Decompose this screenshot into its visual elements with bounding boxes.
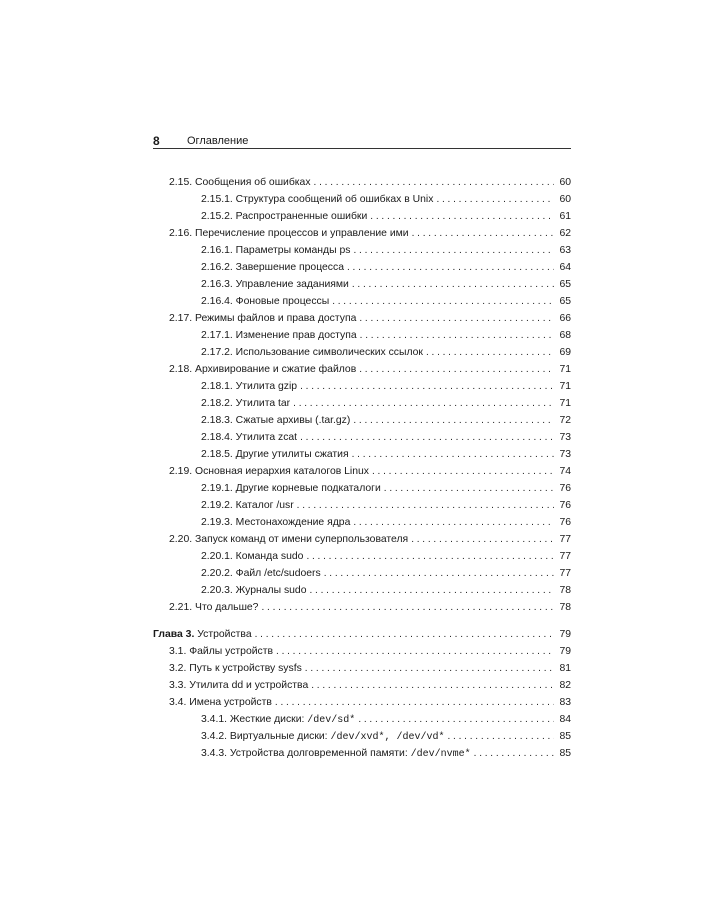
section-number: 2.19.1. [201,483,233,494]
leader-dots [353,244,554,258]
leader-dots [352,448,554,462]
section-title: Утилита dd и устройства [189,680,309,691]
section-number: 3.3. [169,680,187,691]
toc-entry[interactable] [201,730,571,744]
page-number: 8 [153,134,160,148]
section-title: Запуск команд от имени суперпользователя [195,534,409,545]
page-ref: 77 [559,551,571,562]
page-ref: 68 [559,330,571,341]
section-number: 2.17. [169,313,193,324]
toc-entry[interactable] [201,295,571,309]
toc-entry[interactable] [169,601,571,615]
section-number: 2.18.2. [201,398,233,409]
page-ref: 85 [559,748,571,759]
toc-entry[interactable] [201,431,571,445]
section-title: Журналы sudo [235,585,307,596]
page-ref: 71 [559,398,571,409]
section-number: 2.19.2. [201,500,233,511]
leader-dots [474,747,554,761]
page-ref: 60 [559,194,571,205]
section-title: Команда sudo [235,551,304,562]
section-number: 2.15. [169,177,193,188]
leader-dots [436,193,554,207]
toc-entry[interactable] [201,482,571,496]
section-number: 2.18. [169,364,193,375]
page-ref: 78 [559,602,571,613]
toc-entry[interactable] [201,193,571,207]
toc-entry[interactable] [201,550,571,564]
section-title: Сжатые архивы (.tar.gz) [235,415,351,426]
page-ref: 76 [559,500,571,511]
toc-entry[interactable] [169,696,571,710]
leader-dots [300,380,554,394]
section-number: 2.16.4. [201,296,233,307]
page-ref: 73 [559,449,571,460]
leader-dots [447,730,554,744]
section-title: Фоновые процессы [235,296,330,307]
leader-dots [352,278,554,292]
section-number: 2.20.1. [201,551,233,562]
leader-dots [359,312,554,326]
page-ref: 77 [559,568,571,579]
leader-dots [261,601,554,615]
toc-entry[interactable] [201,278,571,292]
leader-dots [305,662,554,676]
page-ref: 61 [559,211,571,222]
toc-entry[interactable] [201,448,571,462]
page-ref: 69 [559,347,571,358]
section-number: 3.4.2. [201,731,227,742]
page-ref: 60 [559,177,571,188]
leader-dots [276,645,554,659]
page-ref: 82 [559,680,571,691]
leader-dots [384,482,554,496]
page-ref: 64 [559,262,571,273]
section-number: 2.19.3. [201,517,233,528]
section-number: 2.17.2. [201,347,233,358]
leader-dots [311,679,554,693]
section-number: 3.4. [169,697,187,708]
section-title: Каталог /usr [235,500,294,511]
section-title: Другие корневые подкаталоги [235,483,381,494]
section-number: 2.16.3. [201,279,233,290]
section-title: Управление заданиями [235,279,349,290]
page-ref: 62 [559,228,571,239]
section-title: Сообщения об ошибках [195,177,311,188]
section-title: Основная иерархия каталогов Linux [195,466,369,477]
page-ref: 77 [559,534,571,545]
device-path: /dev/xvd*, /dev/vd* [330,732,445,743]
section-title: Жесткие диски: [229,714,305,725]
toc-entry[interactable] [201,380,571,394]
section-title: Перечисление процессов и управление ими [195,228,409,239]
section-number: 2.16.2. [201,262,233,273]
section-number: 2.16. [169,228,193,239]
section-number: 3.4.1. [201,714,227,725]
section-title: Файлы устройств [189,646,274,657]
section-number: 3.4.3. [201,748,227,759]
section-number: 2.19. [169,466,193,477]
device-path: /dev/sd* [307,715,356,726]
page-ref: 79 [559,629,571,640]
section-title: Утилита tar [235,398,291,409]
toc-entry[interactable] [201,346,571,360]
toc-entry[interactable] [201,210,571,224]
page-ref: 71 [559,364,571,375]
section-number: 2.18.4. [201,432,233,443]
leader-dots [358,713,554,727]
section-title: Режимы файлов и права доступа [195,313,357,324]
section-title: Утилита gzip [235,381,298,392]
section-title: Завершение процесса [235,262,344,273]
page-ref: 85 [559,731,571,742]
toc-entry[interactable] [201,713,571,727]
section-number: 3.1. [169,646,187,657]
toc-entry[interactable] [201,516,571,530]
page-ref: 84 [559,714,571,725]
toc-entry[interactable] [201,414,571,428]
page-ref: 65 [559,279,571,290]
section-number: 2.18.1. [201,381,233,392]
toc-entry[interactable] [169,645,571,659]
section-number: 2.17.1. [201,330,233,341]
section-title: Путь к устройству sysfs [189,663,302,674]
section-number: 2.20.2. [201,568,233,579]
leader-dots [412,227,554,241]
chapter-title: Устройства [197,629,252,640]
leader-dots [306,550,554,564]
toc-entry[interactable] [201,397,571,411]
section-number: 2.20. [169,534,193,545]
toc-entry[interactable] [201,499,571,513]
section-title: Структура сообщений об ошибках в Unix [235,194,434,205]
leader-dots [370,210,554,224]
page-ref: 81 [559,663,571,674]
toc-entry[interactable] [169,662,571,676]
section-title: Другие утилиты сжатия [235,449,349,460]
toc-entry[interactable] [169,227,571,241]
leader-dots [332,295,554,309]
leader-dots [314,176,554,190]
section-number: 2.15.1. [201,194,233,205]
section-title: Файл /etc/sudoers [235,568,321,579]
toc-entry[interactable] [201,747,571,761]
toc-entry[interactable] [169,312,571,326]
toc-entry[interactable] [169,176,571,190]
section-title: Архивирование и сжатие файлов [195,364,357,375]
toc-entry[interactable] [201,567,571,581]
page-ref: 78 [559,585,571,596]
chapter-number: Глава 3. [153,629,195,640]
leader-dots [300,431,554,445]
toc-entry[interactable] [201,329,571,343]
section-number: 2.18.5. [201,449,233,460]
toc-entry[interactable] [201,244,571,258]
section-title: Утилита zcat [235,432,298,443]
page-ref: 73 [559,432,571,443]
device-path: /dev/nvme* [410,749,471,760]
toc-chapter-entry[interactable] [153,628,571,642]
page-ref: 72 [559,415,571,426]
leader-dots [324,567,554,581]
leader-dots [275,696,554,710]
page-ref: 83 [559,697,571,708]
section-title: Распространенные ошибки [235,211,368,222]
leader-dots [411,533,554,547]
leader-dots [297,499,554,513]
section-title: Что дальше? [195,602,259,613]
section-title: Устройства долговременной памяти: [229,748,408,759]
section-title: Имена устройств [189,697,272,708]
section-title: Виртуальные диски: [229,731,328,742]
section-number: 2.15.2. [201,211,233,222]
page-ref: 74 [559,466,571,477]
section-title: Параметры команды ps [235,245,351,256]
section-number: 2.21. [169,602,193,613]
page-ref: 63 [559,245,571,256]
section-number: 3.2. [169,663,187,674]
page-title: Оглавление [187,135,249,147]
leader-dots [347,261,554,275]
leader-dots [309,584,554,598]
leader-dots [426,346,554,360]
page-ref: 65 [559,296,571,307]
page-ref: 71 [559,381,571,392]
toc-entry[interactable] [169,533,571,547]
leader-dots [372,465,554,479]
toc-entry[interactable] [201,261,571,275]
toc-entry[interactable] [169,465,571,479]
toc-entry[interactable] [169,679,571,693]
section-title: Местонахождение ядра [235,517,351,528]
toc-entry[interactable] [201,584,571,598]
section-number: 2.20.3. [201,585,233,596]
leader-dots [353,516,554,530]
section-number: 2.18.3. [201,415,233,426]
page-ref: 79 [559,646,571,657]
page-ref: 76 [559,483,571,494]
leader-dots [360,329,554,343]
leader-dots [293,397,554,411]
page-ref: 76 [559,517,571,528]
leader-dots [353,414,554,428]
page-ref: 66 [559,313,571,324]
section-title: Изменение прав доступа [235,330,357,341]
leader-dots [255,628,554,642]
section-title: Использование символических ссылок [235,347,423,358]
leader-dots [359,363,554,377]
section-number: 2.16.1. [201,245,233,256]
toc-entry[interactable] [169,363,571,377]
